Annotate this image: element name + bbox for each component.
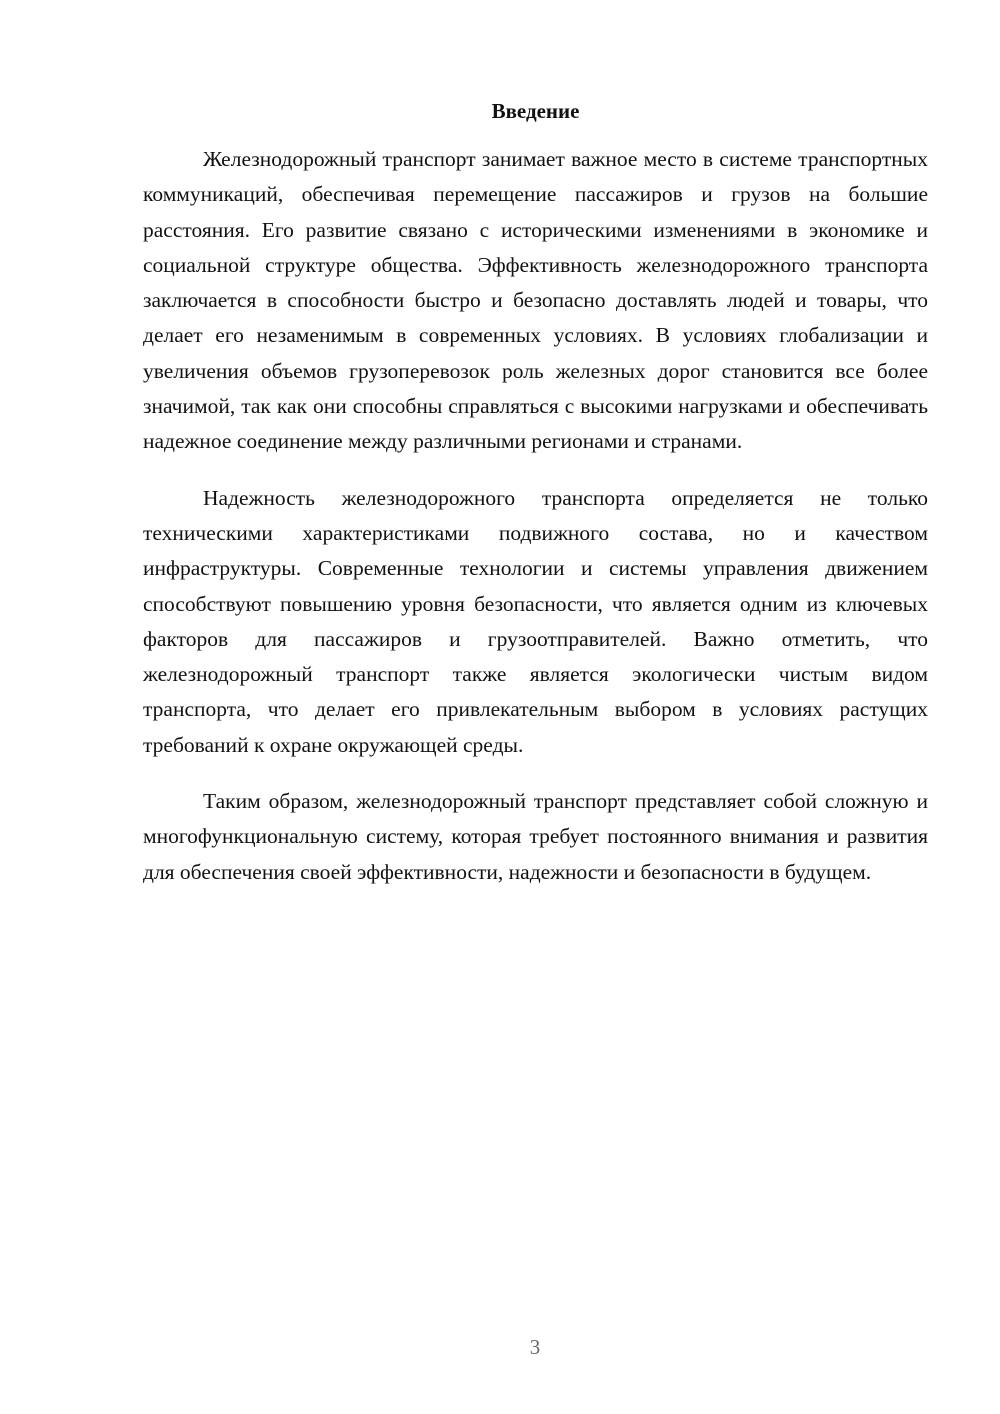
paragraph-1: Железнодорожный транспорт занимает важное место в системе транспортных коммуникаций, обеспечивая перемещение пассажиров и грузов на большие расстояния. Его развитие связано с историческими изменениями в экономике и социальной структуре общества. Эффективность железнодорожного транспорта заключается в способности быстро и безопасно доставлять людей и товары, что делает его незаменимым в современных условиях. В условиях глобализации и увеличения объемов грузоперевозок роль железных дорог становится все более значимой, так как они способны справляться с высокими нагрузками и обеспечивать надежное соединение между различными регионами и странами. [143, 147, 928, 454]
body-text [143, 142, 928, 890]
paragraph-3: Таким образом, железнодорожный транспорт представляет собой сложную и многофункциональную систему, которая требует постоянного внимания и развития для обеспечения своей эффективности, надежности и безопасности в будущем. [143, 789, 928, 884]
page-number: 3 [529, 1335, 541, 1359]
paragraph-2: Надежность железнодорожного транспорта определяется не только техническими характеристиками подвижного состава, но и качеством инфраструктуры. Современные технологии и системы управления движением способствуют повышению уровня безопасности, что является одним из ключевых факторов для пассажиров и грузоотправителей. Важно отметить, что железнодорожный транспорт также является экологически чистым видом транспорта, что делает его привлекательным выбором в условиях растущих требований к охране окружающей среды. [143, 485, 928, 757]
section-heading: Введение [491, 99, 580, 123]
